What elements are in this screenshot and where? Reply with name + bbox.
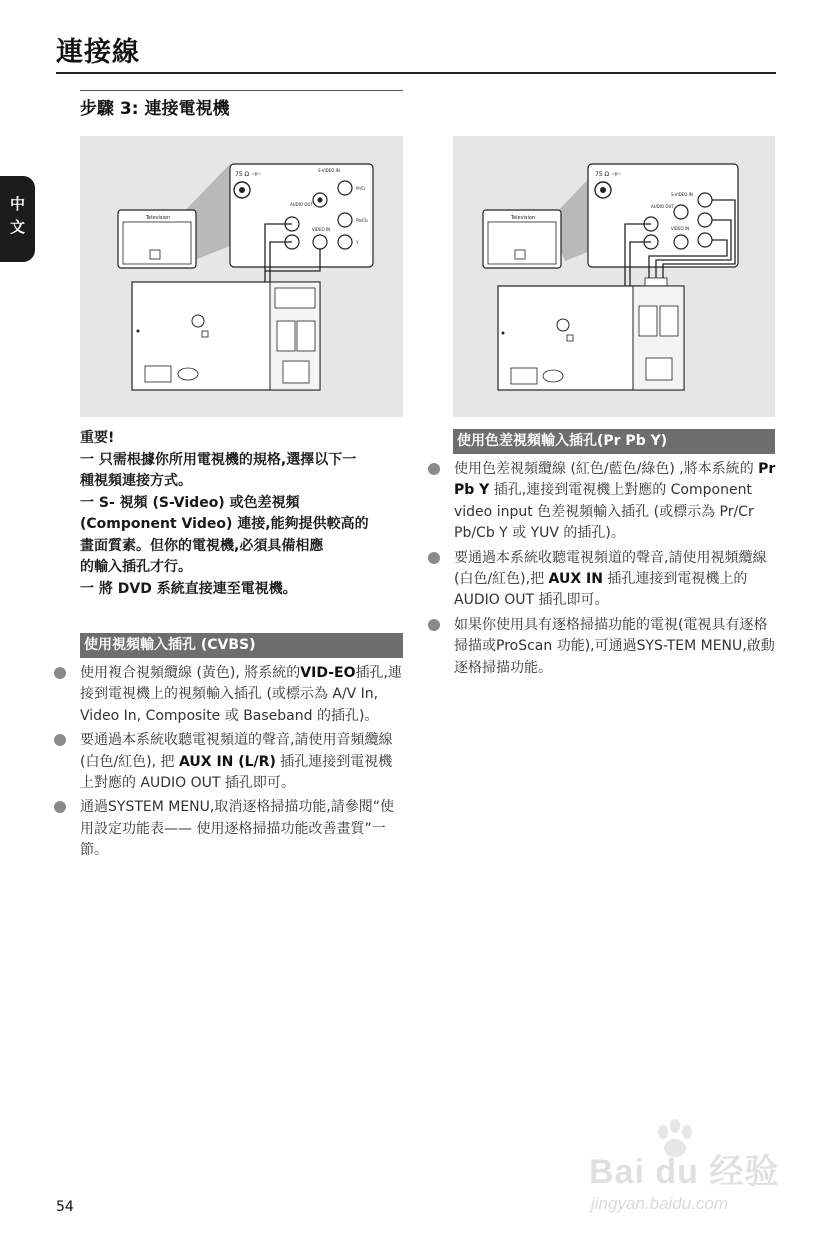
important-line: (Component Video) 連接,能夠提供較高的 — [80, 516, 369, 532]
title-rule — [56, 72, 776, 74]
important-line: 一 將 DVD 系統直接連至電視機。 — [80, 580, 297, 597]
prcr-label: Pr/Cr — [356, 186, 366, 191]
bullet-icon — [54, 801, 66, 813]
cvbs-connection-diagram — [80, 136, 403, 417]
component-bullets — [454, 459, 776, 682]
video-in-label: VIDEO IN — [671, 226, 690, 231]
list-item: 如果你使用具有逐格掃描功能的電視(電視具有逐格掃描或ProScan 功能),可通過SYS-TEM MENU,啟動逐格掃描功能。 — [454, 615, 776, 679]
audio-out-label: AUDIO OUT — [651, 204, 674, 209]
svideo-in-label: S-VIDEO IN — [318, 168, 340, 173]
bullet-icon — [428, 552, 440, 564]
svideo-in-label: S-VIDEO IN — [671, 192, 693, 197]
important-heading: 重要! — [80, 430, 115, 446]
language-tab[interactable]: 中文 — [0, 176, 35, 262]
cvbs-bullets — [80, 663, 402, 865]
list-item: 要通過本系統收聽電視頻道的聲音,請使用視頻纜線 (白色/紅色),把 AUX IN 插孔連接到電視機上的 AUDIO OUT 插孔即可。 — [454, 548, 776, 612]
cvbs-section-title: 使用視頻輸入插孔 (CVBS) — [80, 633, 403, 658]
list-item: 使用色差視頻纜線 (紅色/藍色/綠色) ,將本系統的 Pr Pb Y 插孔,連接到電視機上對應的 Component video input 色差視頻輸入插孔 (或標示為 Pr/Cr Pb/Cb Y 或 YUV 的插孔)。 — [454, 459, 776, 545]
component-connection-diagram — [453, 136, 775, 417]
tv-label: Television — [145, 215, 171, 221]
important-notes — [80, 428, 410, 600]
list-item: 要通過本系統收聽電視頻道的聲音,請使用音頻纜線 (白色/紅色), 把 AUX IN (L/R) 插孔連接到電視機上對應的 AUDIO OUT 插孔即可。 — [80, 730, 402, 794]
baidu-watermark — [585, 1118, 785, 1228]
video-in-label: VIDEO IN — [312, 227, 331, 232]
watermark-url: jingyan.baidu.com — [591, 1194, 729, 1213]
aux-in-term: AUX IN — [548, 571, 603, 588]
important-line: 一 S- 視頻 (S-Video) 或色差視頻 — [80, 494, 300, 511]
watermark-brand: Bai du 经验 — [589, 1153, 780, 1191]
component-section-title: 使用色差視頻輸入插孔(Pr Pb Y) — [453, 429, 775, 454]
video-jack-term: VID-EO — [300, 665, 356, 681]
important-line: 種視頻連接方式。 — [80, 473, 192, 489]
aux-in-term: AUX IN (L/R) — [179, 753, 276, 770]
port-75-label: 75 Ω ⊣⊢ — [235, 171, 262, 178]
pr-pb-y-term: Pr Pb Y — [454, 461, 776, 499]
bullet-icon — [428, 463, 440, 475]
tv-label: Television — [510, 215, 536, 221]
port-75-label: 75 Ω ⊣⊢ — [595, 171, 622, 178]
important-line: 畫面質素。但你的電視機,必須具備相應 — [80, 537, 324, 554]
page-title: 連接線 — [56, 37, 140, 68]
list-item: 通過SYSTEM MENU,取消逐格掃描功能,請參閱“使用設定功能表—— 使用逐格掃描功能改善畫質”一節。 — [80, 797, 402, 861]
important-line: 的輸入插孔才行。 — [80, 559, 192, 575]
page-number: 54 — [56, 1199, 74, 1215]
bullet-icon — [428, 619, 440, 631]
y-label: Y — [356, 240, 359, 245]
audio-out-label: AUDIO OUT — [290, 202, 313, 207]
pbcb-label: Pb/Cb — [356, 218, 368, 223]
important-line: 一 只需根據你所用電視機的規格,選擇以下一 — [80, 451, 357, 468]
bullet-icon — [54, 734, 66, 746]
step-heading: 步驟 3: 連接電視機 — [80, 90, 403, 119]
bullet-icon — [54, 667, 66, 679]
list-item: 使用複合視頻纜線 (黃色), 將系統的VID-EO插孔,連接到電視機上的視頻輸入插孔 (或標示為 A/V In, Video In, Composite 或 Baseband 的插孔)。 — [80, 663, 402, 727]
